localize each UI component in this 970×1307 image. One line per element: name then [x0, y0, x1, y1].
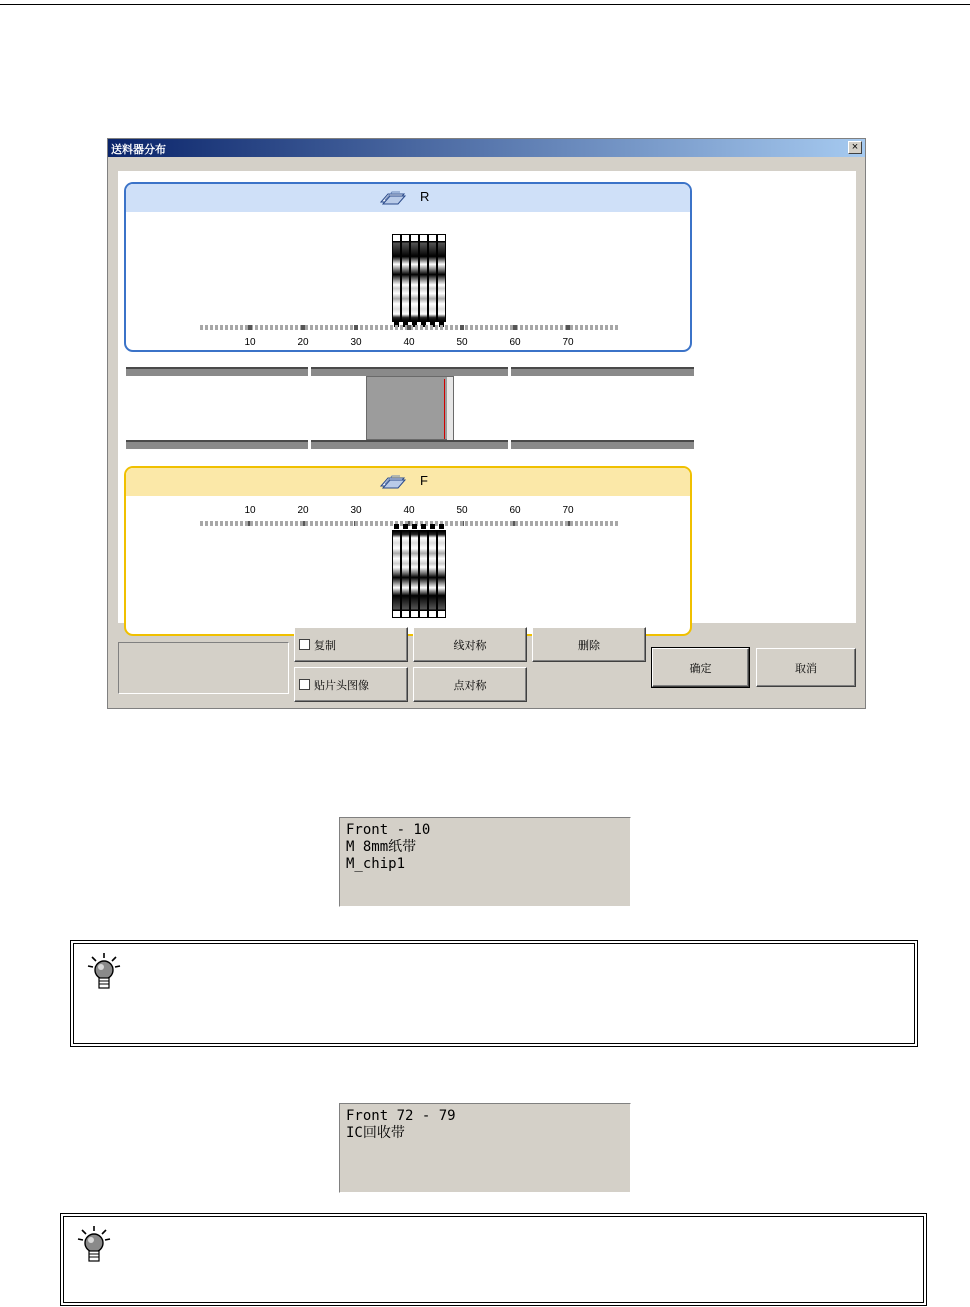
head-image-checkbox[interactable]	[294, 667, 408, 702]
front-rail-center	[311, 440, 508, 449]
ruler-tick-label: 10	[244, 337, 256, 348]
head-image-checkbox-box[interactable]	[299, 679, 310, 690]
rear-panel-header	[126, 184, 690, 212]
front-feeder-panel[interactable]	[124, 466, 692, 636]
ruler-tick-label: 50	[456, 505, 468, 516]
status-line: Front - 10	[346, 822, 431, 838]
feeder-slot[interactable]	[401, 234, 410, 322]
feeder-slot[interactable]	[419, 234, 428, 322]
feeder-info-box	[118, 642, 289, 694]
point-symmetry-button[interactable]: 点对称	[413, 667, 527, 702]
front-rail-right	[511, 440, 694, 449]
feeder-slot[interactable]	[392, 530, 401, 618]
ruler-tick-label: 60	[509, 337, 521, 348]
feeder-slot[interactable]	[392, 234, 401, 322]
feeder-pin	[430, 524, 435, 529]
rear-rail-left	[126, 367, 308, 376]
lightbulb-icon	[76, 1225, 112, 1265]
feeder-distribution-dialog	[107, 138, 866, 709]
ruler-major-tick	[354, 325, 358, 330]
front-slot-ruler	[200, 521, 618, 526]
feeder-slot[interactable]	[401, 530, 410, 618]
ruler-tick-label: 60	[509, 505, 521, 516]
copy-checkbox[interactable]	[294, 627, 408, 662]
dialog-title: 送料器分布	[111, 143, 166, 156]
ruler-tick-label: 40	[403, 337, 415, 348]
rear-rail-center	[311, 367, 508, 376]
close-icon: ×	[851, 141, 859, 153]
lightbulb-icon	[86, 952, 122, 992]
ok-button[interactable]: 确定	[652, 648, 749, 687]
conveyor-board	[366, 376, 454, 440]
feeder-slot[interactable]	[410, 530, 419, 618]
head-image-label: 贴片头图像	[314, 678, 369, 692]
status-line: M 8mm纸带	[346, 839, 417, 855]
feeder-slot[interactable]	[419, 530, 428, 618]
cancel-button[interactable]: 取消	[756, 648, 856, 687]
ruler-tick-label: 50	[456, 337, 468, 348]
rear-feeder-panel[interactable]	[124, 182, 692, 352]
front-rail-left	[126, 440, 308, 449]
board-edge-marker	[444, 379, 445, 439]
status-line: M_chip1	[346, 856, 406, 872]
feeder-slot[interactable]	[410, 234, 419, 322]
board-side-strip	[447, 377, 453, 441]
ruler-major-tick	[301, 325, 305, 330]
feeder-pin	[394, 524, 399, 529]
close-button[interactable]	[848, 141, 862, 154]
ruler-major-tick	[248, 325, 252, 330]
ruler-tick-label: 20	[297, 337, 309, 348]
rear-rail-right	[511, 367, 694, 376]
feeder-pin	[412, 524, 417, 529]
ruler-tick-label: 70	[562, 505, 574, 516]
ruler-major-tick	[460, 325, 464, 330]
line-symmetry-button[interactable]: 线对称	[413, 627, 527, 662]
ruler-major-tick	[513, 325, 517, 330]
feeder-pin	[421, 524, 426, 529]
ruler-tick-label: 10	[244, 505, 256, 516]
ruler-tick-label: 70	[562, 337, 574, 348]
feeder-status-box-2	[339, 1103, 631, 1193]
feeder-slot[interactable]	[428, 234, 437, 322]
feeder-pin	[403, 524, 408, 529]
ruler-tick-label: 40	[403, 505, 415, 516]
ruler-tick-label: 30	[350, 337, 362, 348]
status-line: IC回收带	[346, 1125, 405, 1141]
front-panel-header	[126, 468, 690, 496]
feeder-status-box-1	[339, 817, 631, 907]
front-panel-label: F	[420, 473, 428, 488]
copy-checkbox-box[interactable]	[299, 639, 310, 650]
ruler-major-tick	[407, 325, 411, 330]
rear-panel-label: R	[420, 189, 430, 204]
ruler-major-tick	[566, 325, 570, 330]
feeder-slot[interactable]	[437, 234, 446, 322]
feeder-pin	[439, 524, 444, 529]
feeder-slot[interactable]	[428, 530, 437, 618]
copy-label: 复制	[314, 638, 336, 652]
feeder-canvas	[118, 171, 856, 623]
tip-note-box-2	[60, 1213, 927, 1306]
book-icon	[380, 475, 406, 489]
delete-button[interactable]: 删除	[532, 627, 646, 662]
status-line: Front 72 - 79	[346, 1108, 456, 1124]
tip-note-box-1	[70, 940, 918, 1047]
ruler-tick-label: 30	[350, 505, 362, 516]
ruler-tick-label: 20	[297, 505, 309, 516]
feeder-slot[interactable]	[437, 530, 446, 618]
page-top-rule	[0, 4, 970, 5]
book-icon	[380, 191, 406, 205]
title-bar[interactable]	[108, 139, 865, 157]
